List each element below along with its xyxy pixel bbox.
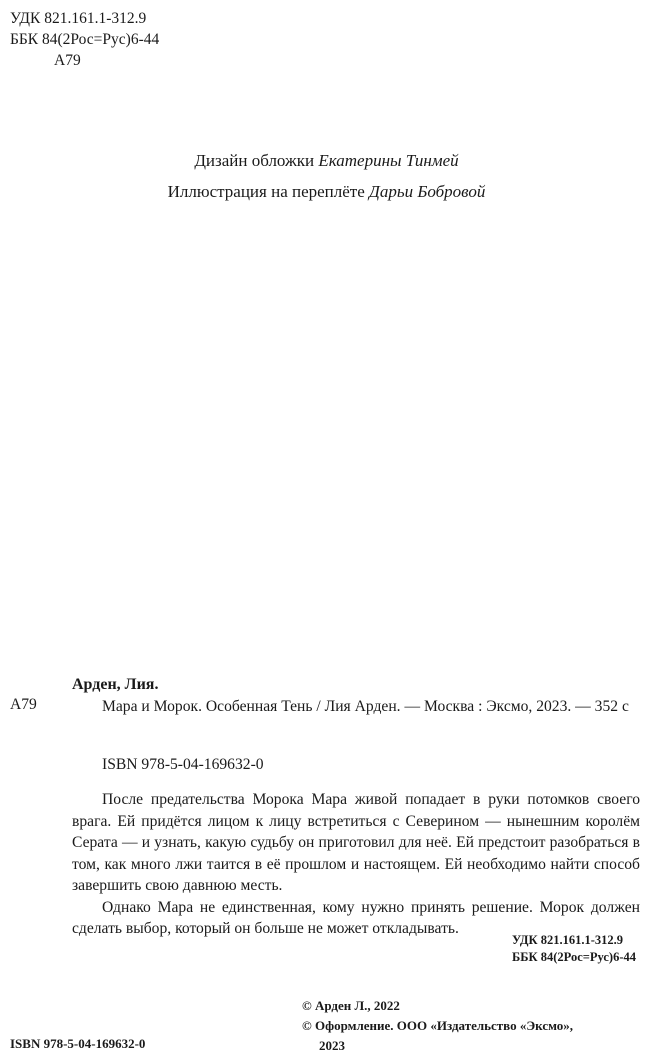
bibliographic-text: Мара и Морок. Особенная Тень / Лия Арден. — Москва : Эксмо, 2023. — 352 с: [102, 698, 629, 715]
record-isbn: ISBN 978-5-04-169632-0: [102, 756, 264, 773]
author-mark: А79: [54, 52, 81, 69]
footer-bbk: ББК 84(2Рос=Рус)6-44: [512, 950, 636, 964]
classification-block: [10, 8, 159, 71]
copyright-author: © Арден Л., 2022: [302, 998, 400, 1013]
illustration-credit: [0, 177, 653, 207]
footer-classification: [512, 932, 636, 966]
bbk-code: ББК 84(2Рос=Рус)6-44: [10, 31, 160, 48]
record-author-mark: А79: [10, 696, 37, 713]
footer-udk: УДК 821.161.1-312.9: [512, 933, 623, 947]
copyright-year: 2023: [319, 1038, 345, 1053]
cover-designer-name: Екатерины Тинмей: [318, 151, 459, 170]
copyright-block: [302, 996, 573, 1056]
record-author: Арден, Лия.: [72, 676, 159, 693]
bibliographic-description: [72, 696, 640, 718]
illustration-label: Иллюстрация на переплёте: [167, 182, 370, 201]
annotation-paragraph: После предательства Морока Мара живой попадает в руки потомков своего врага. Ей придётся лицом к лицу встретиться с Северином — нынешним королём Серата — и узнать, какую судьбу он приготовил для неё. Ей предстоит разобраться в том, как много лжи таится в её прошлом и настоящем. Ей необходимо найти способ завершить свою давнюю месть.: [72, 791, 640, 894]
cover-design-credit: [0, 146, 653, 176]
footer-isbn: ISBN 978-5-04-169632-0: [10, 1036, 146, 1051]
udk-code: УДК 821.161.1-312.9: [10, 10, 147, 27]
copyright-design: © Оформление. ООО «Издательство «Эксмо»,: [302, 1018, 574, 1033]
annotation-paragraph: Однако Мара не единственная, кому нужно принять решение. Морок должен сделать выбор, который он больше не может откладывать.: [72, 898, 640, 937]
annotation: [72, 789, 640, 940]
illustrator-name: Дарьи Бобровой: [369, 182, 486, 201]
cover-design-label: Дизайн обложки: [194, 151, 319, 170]
